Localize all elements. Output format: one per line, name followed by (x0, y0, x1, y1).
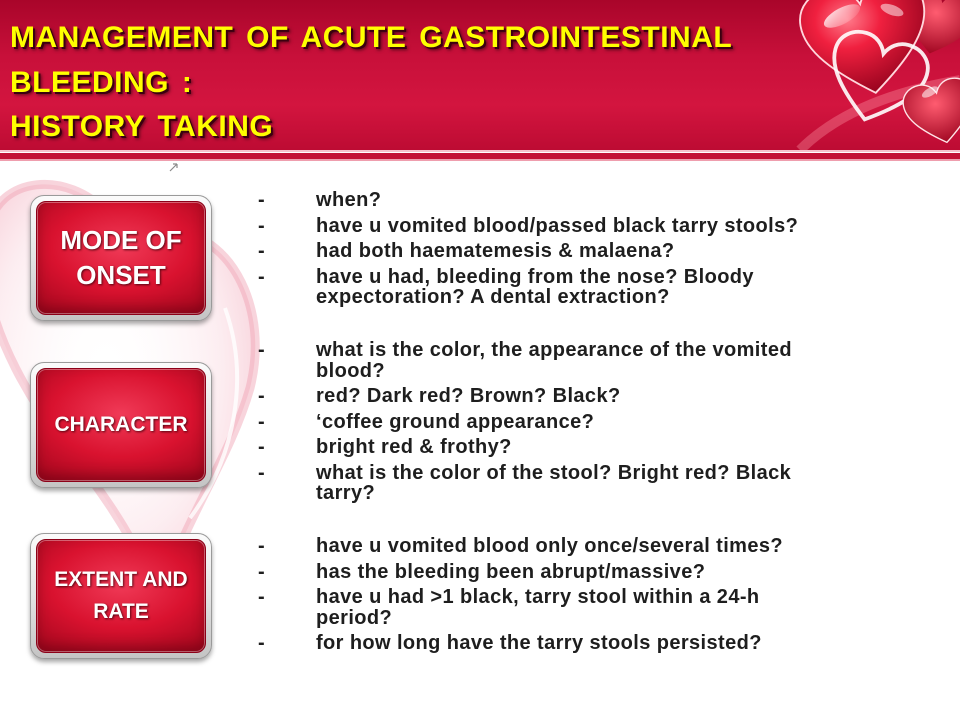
question-list (258, 190, 828, 686)
question-text: ‘coffee ground appearance? (316, 410, 595, 433)
bullet-dash: - (258, 240, 266, 262)
slide-title-line-1: MANAGEMENT OF ACUTE GASTROINTESTINAL (10, 21, 733, 54)
section-box-face (36, 368, 206, 482)
question-text: when? (316, 189, 382, 211)
question-group-extent-and-rate (258, 536, 828, 659)
bullet-dash: - (258, 385, 266, 407)
question-text: have u had >1 black, tarry stool within a 24-h period? (316, 586, 760, 629)
section-box-mode-of-onset (30, 195, 212, 321)
list-item (258, 386, 828, 407)
question-text: have u vomited blood/passed black tarry stools? (316, 214, 799, 237)
question-group-mode-of-onset (258, 190, 828, 313)
section-label: CHARACTER (54, 413, 188, 436)
section-box-extent-and-rate (30, 533, 212, 659)
question-text: have u vomited blood only once/several times? (316, 535, 784, 557)
question-text: red? Dark red? Brown? Black? (316, 385, 621, 407)
slide-title-line-2: BLEEDING : (10, 65, 193, 99)
bullet-dash: - (258, 214, 266, 237)
question-text: have u had, bleeding from the nose? Bloody expectoration? A dental extraction? (316, 265, 754, 308)
bullet-dash: - (258, 436, 266, 458)
bullet-dash: - (258, 535, 266, 557)
bullet-dash: - (258, 461, 266, 484)
bullet-dash: - (258, 189, 266, 211)
list-item (258, 267, 828, 308)
question-text: has the bleeding been abrupt/massive? (316, 560, 706, 583)
list-item (258, 562, 828, 583)
bullet-dash: - (258, 265, 266, 288)
question-group-character (258, 340, 828, 509)
question-text: what is the color, the appearance of the vomited blood? (316, 339, 792, 382)
list-item (258, 437, 828, 458)
bullet-dash: - (258, 560, 266, 583)
question-text: had both haematemesis & malaena? (316, 240, 675, 262)
slide-title-line-3: HISTORY TAKING (10, 110, 274, 143)
list-item (258, 241, 828, 262)
list-item (258, 412, 828, 433)
slide-title (10, 16, 732, 150)
question-text: bright red & frothy? (316, 436, 512, 458)
list-item (258, 463, 828, 504)
list-item (258, 340, 828, 381)
hearts-cluster-icon (780, 0, 960, 150)
small-arrow-icon (168, 162, 180, 172)
list-item (258, 216, 828, 237)
section-box-face (36, 539, 206, 653)
question-text: what is the color of the stool? Bright red? Black tarry? (316, 461, 792, 504)
list-item (258, 587, 828, 628)
section-box-character (30, 362, 212, 488)
question-text: for how long have the tarry stools persisted? (316, 632, 762, 654)
bullet-dash: - (258, 586, 266, 608)
section-label: MODE OF ONSET (60, 225, 182, 290)
section-box-face (36, 201, 206, 315)
bullet-dash: - (258, 339, 266, 361)
bullet-dash: - (258, 410, 266, 433)
section-label: EXTENT AND RATE (54, 568, 188, 623)
list-item (258, 536, 828, 557)
list-item (258, 190, 828, 211)
bullet-dash: - (258, 632, 266, 654)
list-item (258, 633, 828, 654)
